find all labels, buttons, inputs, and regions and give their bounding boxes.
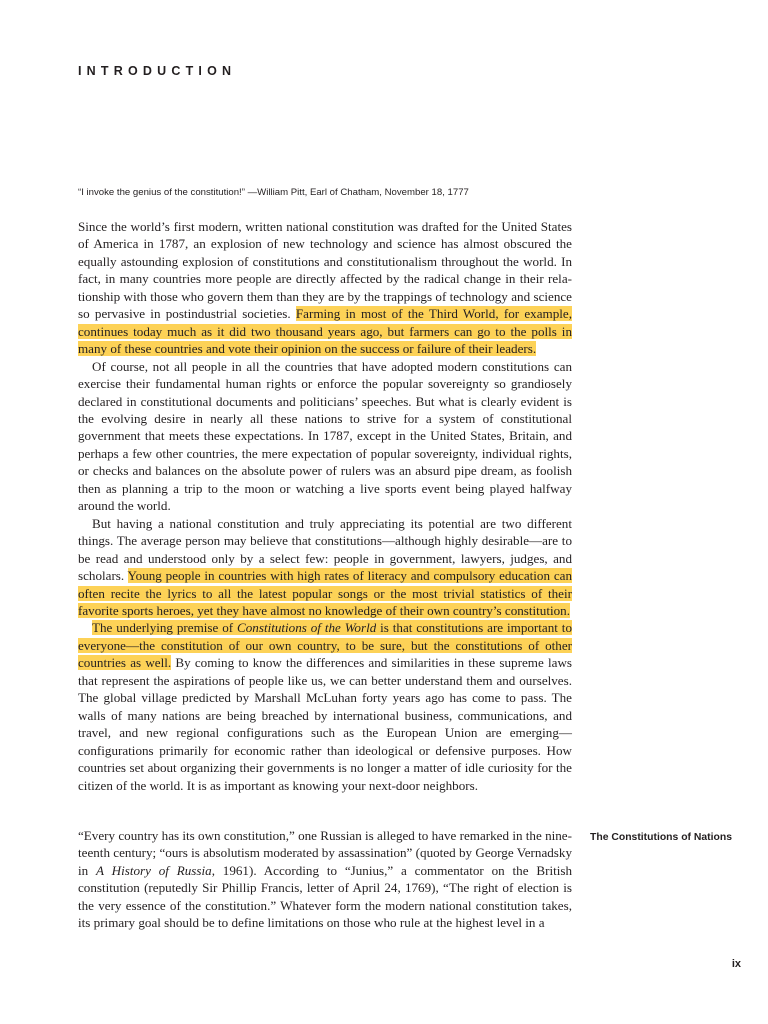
text-run: “Every country has its own constitution,” one Russian is alleged to have remarked in the nineteenth century; “ours is absolutism moderated by assassination” (quoted by George Vernadsky in bbox=[78, 828, 572, 878]
page-number: ix bbox=[731, 958, 741, 970]
epigraph-quote: “I invoke the genius of the constitution!” —William Pitt, Earl of Chatham, November 18, 1777 bbox=[78, 187, 469, 198]
paragraph bbox=[78, 827, 572, 932]
paragraph bbox=[78, 515, 572, 620]
highlighted-text: Constitutions of the World bbox=[237, 620, 377, 636]
paragraph bbox=[78, 358, 572, 515]
constitutions-of-nations-body-text bbox=[78, 827, 572, 932]
main-body-text bbox=[78, 218, 572, 794]
highlighted-text: Young people in countries with high rates of literacy and compulsory education can often recite the lyrics to all the latest popular songs or the most trivial statistics of their favorite sports heroes, yet they have almost no knowledge of their own country’s constitution. bbox=[78, 568, 572, 618]
section-heading: The Constitutions of Nations bbox=[590, 832, 732, 843]
chapter-heading: INTRODUCTION bbox=[78, 64, 237, 78]
text-run: A History of Russia bbox=[96, 862, 212, 878]
highlighted-text: Farming in most of the Third World, for example, continues today much as it did two thousand years ago, but farmers can go to the polls in many of these countries and vote their opinion on the success or failure of their leaders. bbox=[78, 306, 572, 357]
highlighted-text: is that constitutions are important to everyone—the constitution of our own country, to be sure, but the constitutions of other countries as well. bbox=[78, 620, 572, 671]
text-run: , 1961). According to “Junius,” a commentator on the British constitution (reputedly Sir Phillip Francis, letter of April 24, 1769), “The right of election is the very essence of the constitution.” Whatever form the modern national constitution takes, its primary goal should be to define limitations on those who rule at the highest level in a bbox=[78, 862, 572, 931]
text-run: Of course, not all people in all the countries that have adopted modern constitutions can exercise their fundamental human rights or enforce the popular sovereignty so grandiosely declared in constitutional documents and politicians’ speeches. But what is clearly evident is the evolving desire in nearly all these nations to strive for a system of constitutional government that meets these expectations. In 1787, except in the United States, Britain, and perhaps a few other countries, the mere expectation of popular sovereignty, individual rights, or checks and balances on the absolute power of rulers was an absurd pipe dream, as foolish then as planning a trip to the moon or watching a live sports event being played halfway around the world. bbox=[78, 358, 572, 514]
text-run: But having a national constitution and truly appreciating its potential are two different things. The average person may believe that constitutions—although highly desirable—are to be read and understood only by a select few: people in government, lawyers, judges, and scholars. bbox=[78, 515, 572, 584]
text-run: Since the world’s first modern, written national constitution was drafted for the United States of America in 1787, an explosion of new technology and science has almost obscured the equally astounding explosion of constitutions and constitutionalism throughout the world. In fact, in many countries more people are directly affected by the radical change in their relationship with those who govern them than they are by the trappings of technology and science so pervasive in postindustrial societies. bbox=[78, 219, 572, 322]
highlighted-text: The underlying premise of bbox=[92, 620, 238, 636]
paragraph bbox=[78, 619, 572, 794]
text-run: By coming to know the differences and similarities in these supreme laws that represent the aspirations of people like us, we can better understand them and ourselves. The global village predicted by Marshall McLuhan forty years ago has come to pass. The walls of many nations are being breached by international business, communications, and travel, and new regional configurations such as the European Union are emerging—configurations primarily for economic rather than ideological or defensive purposes. How countries set about organizing their governments is no longer a matter of idle curiosity for the citizen of the world. It is as important as knowing your next-door neighbors. bbox=[78, 655, 572, 793]
paragraph bbox=[78, 218, 572, 358]
